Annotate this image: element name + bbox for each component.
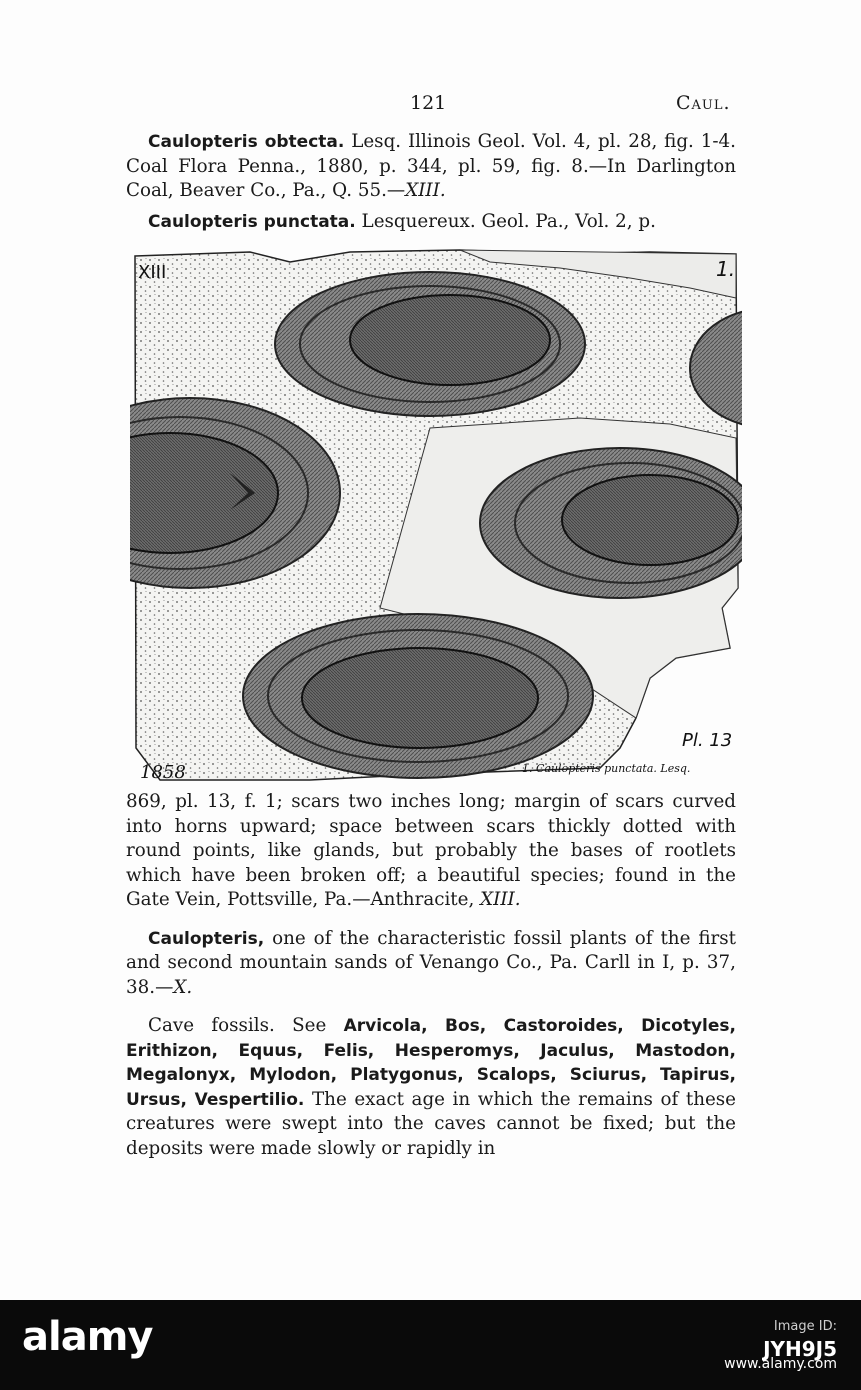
leaf-scar-bottom xyxy=(243,614,593,778)
running-head xyxy=(0,92,861,120)
section-abbreviation: Caul. xyxy=(676,92,731,114)
entry-caulopteris-punctata-cont xyxy=(126,790,736,913)
entry-caulopteris-punctata-start xyxy=(126,210,736,235)
plate-drawing xyxy=(130,248,742,785)
plate-corner-label: XIII xyxy=(138,262,167,283)
top-text-block xyxy=(126,130,736,234)
genera-list: Arvicola, Bos, Castoroides, Dicotyles, Erithizon, Equus, Felis, Hesperomys, Jaculus, Mastodon, Megalonyx, Mylodon, Platygonus, Scalops, Sciurus, Tapirus, Ursus, Vespertilio. xyxy=(126,1016,736,1110)
fossil-plate-illustration xyxy=(130,248,742,785)
plate-caption: 1. Caulopteris punctata. Lesq. xyxy=(522,762,691,775)
plate-year: 1858 xyxy=(140,762,186,783)
entry-text: The exact age in which the remains of these creatures were swept into the caves cannot be fixed; but the deposits were made slowly or rapidly in xyxy=(126,1088,737,1159)
plate-label: Pl. 13 xyxy=(682,730,733,751)
leaf-scar-top xyxy=(275,272,585,416)
formation-label: XIII. xyxy=(405,180,446,201)
entry-caulopteris xyxy=(126,927,736,1001)
formation-label: X. xyxy=(173,976,193,998)
entry-text: Lesquereux. Geol. Pa., Vol. 2, p. xyxy=(355,210,656,232)
image-id: JYH9J5 xyxy=(763,1337,837,1361)
entry-text: Lesq. Illinois Geol. Vol. 4, pl. 28, fig. 1-4. Coal Flora Penna., 1880, p. 344, pl. 59, fig. 8.—In Darlington Coal, Beaver Co., Pa., Q. 55.— xyxy=(126,131,736,201)
bottom-text-block xyxy=(126,790,736,1175)
formation-label: XIII. xyxy=(480,889,521,910)
entry-title: Caulopteris punctata. xyxy=(148,211,356,232)
entry-caulopteris-obtecta xyxy=(126,130,736,204)
entry-cave-fossils xyxy=(126,1014,736,1161)
alamy-logo: alamy xyxy=(22,1314,153,1360)
entry-lead: Cave fossils. See xyxy=(148,1015,344,1036)
watermark-bar xyxy=(0,1300,861,1390)
leaf-scar-right xyxy=(480,448,742,598)
entry-title: Caulopteris, xyxy=(148,928,265,949)
image-id-label: Image ID: xyxy=(773,1319,837,1334)
entry-text: 869, pl. 13, f. 1; scars two inches long; margin of scars curved into horns upward; space between scars thickly dotted with round points, like glands, but probably the bases of rootlets which have been broken off; a beautiful species; found in the Gate Vein, Pottsville, Pa.—Anthracite, xyxy=(126,791,736,910)
entry-title: Caulopteris obtecta. xyxy=(148,132,345,152)
entry-text: one of the characteristic fossil plants of the first and second mountain sands of Venango Co., Pa. Carll in I, p. 37, 38.— xyxy=(126,927,736,998)
figure-number: 1. xyxy=(716,257,736,281)
page-number: 121 xyxy=(410,92,447,114)
site-url: www.alamy.com xyxy=(724,1356,837,1372)
